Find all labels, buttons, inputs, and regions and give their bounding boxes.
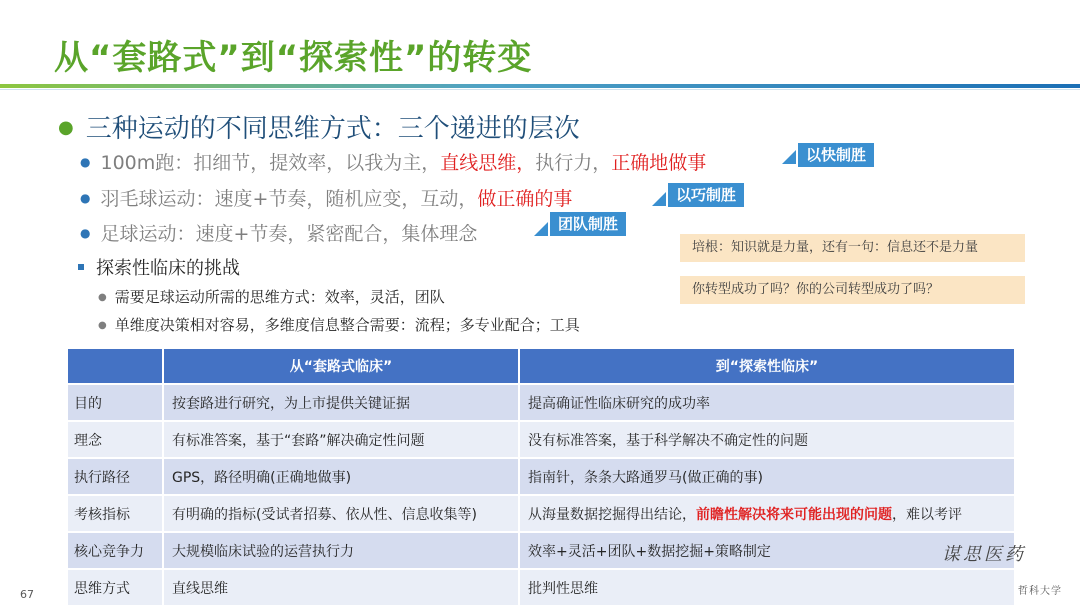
sport-item-sprint <box>80 148 706 175</box>
cell-to-text: 指南针，条条大路通罗马(做正确的事) <box>528 469 763 486</box>
cell-from: GPS，路径明确(正确地做事) <box>164 457 520 494</box>
table-row <box>68 494 1016 531</box>
highlight-text: 直线思维， <box>440 152 536 174</box>
table-row <box>68 457 1016 494</box>
cell-to <box>520 383 1016 420</box>
main-bullet <box>58 108 580 145</box>
cell-to-highlight: 前瞻性解决将来可能出现的问题 <box>696 506 892 523</box>
sport-item-badminton <box>80 184 572 211</box>
cell-to-text: 批判性思维 <box>528 580 598 597</box>
main-bullet-text: 三种运动的不同思维方式：三个递进的层次 <box>85 114 580 144</box>
table-header-row <box>68 349 1016 383</box>
cell-from: 按套路进行研究，为上市提供关键证据 <box>164 383 520 420</box>
row-label: 考核指标 <box>68 494 164 531</box>
cell-from: 大规模临床试验的运营执行力 <box>164 531 520 568</box>
bullet-dot-icon: ● <box>58 117 74 138</box>
challenge-item-text: 单维度决策相对容易，多维度信息整合需要：流程；多专业配合；工具 <box>114 316 580 334</box>
cell-to-text: 从海量数据挖掘得出结论， <box>528 506 696 523</box>
bullet-dot-icon: ● <box>80 191 91 205</box>
row-label: 执行路径 <box>68 457 164 494</box>
cell-to <box>520 568 1016 605</box>
row-label: 理念 <box>68 420 164 457</box>
cell-to <box>520 457 1016 494</box>
bullet-dot-icon: ● <box>80 155 91 169</box>
cell-from: 有标准答案，基于“套路”解决确定性问题 <box>164 420 520 457</box>
table-header-to: 到“探索性临床” <box>520 349 1016 383</box>
bullet-dot-icon: ● <box>98 320 107 331</box>
highlight-text: 正确地做事 <box>611 152 707 174</box>
tag-badge: 以快制胜 <box>798 143 874 167</box>
sport-text: 100m跑：扣细节，提效率，以我为主， <box>100 152 441 174</box>
tag-triangle-icon <box>652 192 666 206</box>
challenge-item <box>98 314 580 335</box>
watermark-small: 哲科大学 <box>1018 586 1062 597</box>
challenge-item-text: 需要足球运动所需的思维方式：效率，灵活，团队 <box>114 288 445 306</box>
square-bullet-icon <box>78 264 84 270</box>
cell-to-text: 提高确证性临床研究的成功率 <box>528 395 710 412</box>
cell-to <box>520 420 1016 457</box>
row-label: 核心竞争力 <box>68 531 164 568</box>
title-divider <box>0 84 1080 88</box>
table-row <box>68 420 1016 457</box>
bullet-dot-icon: ● <box>98 292 107 303</box>
cell-from: 直线思维 <box>164 568 520 605</box>
cell-to-text: 效率+灵活+团队+数据挖掘+策略制定 <box>528 543 771 560</box>
cell-from: 有明确的指标(受试者招募、依从性、信息收集等) <box>164 494 520 531</box>
highlight-text: 做正确的事 <box>477 188 573 210</box>
challenge-heading <box>78 254 240 280</box>
table-row <box>68 383 1016 420</box>
page-number: 67 <box>20 588 34 601</box>
tag-triangle-icon <box>534 222 548 236</box>
row-label: 思维方式 <box>68 568 164 605</box>
table-header-from: 从“套路式临床” <box>164 349 520 383</box>
sport-text: 足球运动：速度+节奏，紧密配合，集体理念 <box>100 223 478 245</box>
quote-note: 培根：知识就是力量，还有一句：信息还不是力量 <box>680 234 1025 262</box>
question-note: 你转型成功了吗？你的公司转型成功了吗？ <box>680 276 1025 304</box>
cell-to <box>520 494 1016 531</box>
row-label: 目的 <box>68 383 164 420</box>
page-title: 从“套路式”到“探索性”的转变 <box>54 38 533 78</box>
sport-text: 羽毛球运动：速度+节奏，随机应变，互动， <box>100 188 478 210</box>
table-header-empty <box>68 349 164 383</box>
sport-text-mid: 执行力， <box>535 152 612 174</box>
tag-badge: 团队制胜 <box>550 212 626 236</box>
cell-to-text: 没有标准答案，基于科学解决不确定性的问题 <box>528 432 808 449</box>
challenge-item <box>98 286 445 307</box>
watermark-logo: 谋思医药 <box>942 544 1026 565</box>
title-divider-thin <box>0 89 1080 90</box>
challenge-heading-text: 探索性临床的挑战 <box>96 258 240 279</box>
table-row <box>68 568 1016 605</box>
sport-item-football <box>80 219 477 246</box>
tag-triangle-icon <box>782 150 796 164</box>
bullet-dot-icon: ● <box>80 226 91 240</box>
comparison-table <box>68 349 1016 605</box>
table-row <box>68 531 1016 568</box>
tag-badge: 以巧制胜 <box>668 183 744 207</box>
cell-to-text-end: ，难以考评 <box>892 506 962 523</box>
